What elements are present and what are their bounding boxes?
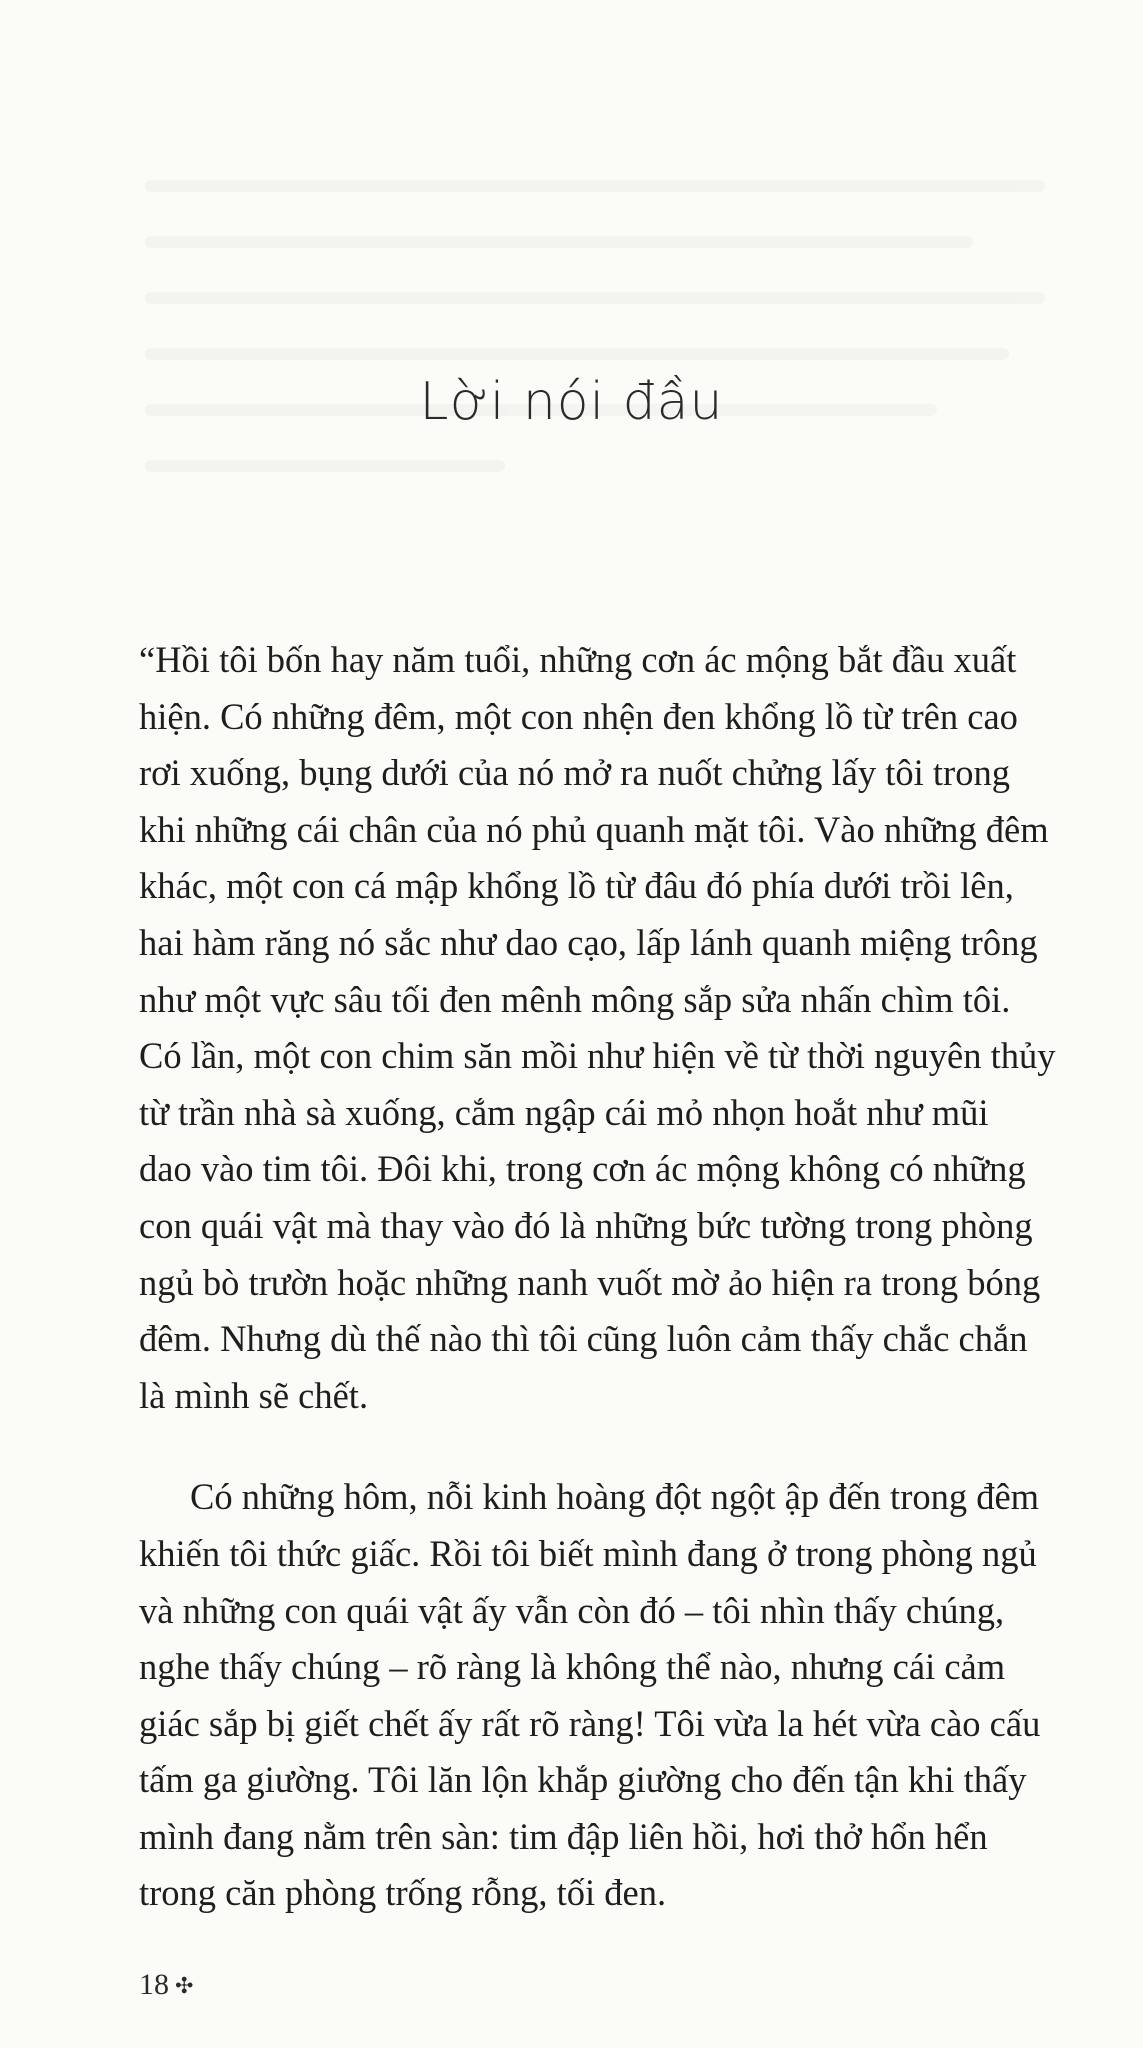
body-text (139, 632, 1056, 1922)
text-line: như một vực sâu tối đen mênh mông sắp sửa nhấn chìm tôi. (139, 978, 1011, 1020)
text-line: tấm ga giường. Tôi lăn lộn khắp giường cho đến tận khi thấy (139, 1759, 1027, 1801)
ornament-icon: ✣ (175, 1973, 194, 1998)
text-line: khi những cái chân của nó phủ quanh mặt tôi. Vào những đêm (139, 808, 1049, 850)
page-number: 18 (139, 1968, 169, 2001)
text-line: Có những hôm, nỗi kinh hoàng đột ngột ập đến trong đêm (190, 1476, 1040, 1518)
text-line: “Hồi tôi bốn hay năm tuổi, những cơn ác mộng bắt đầu xuất (139, 639, 1017, 680)
text-line: hiện. Có những đêm, một con nhện đen khổng lồ từ trên cao (139, 695, 1018, 737)
paragraph-1 (139, 632, 1056, 1424)
text-line: dao vào tim tôi. Đôi khi, trong cơn ác mộng không có những (139, 1148, 1026, 1190)
text-line: là mình sẽ chết. (139, 1374, 369, 1416)
page-footer (139, 1968, 193, 2002)
text-line: ngủ bò trườn hoặc những nanh vuốt mờ ảo hiện ra trong bóng (139, 1261, 1041, 1303)
text-line: khiến tôi thức giấc. Rồi tôi biết mình đang ở trong phòng ngủ (139, 1532, 1037, 1574)
chapter-title: Lời nói đầu (419, 372, 724, 432)
text-line: khác, một con cá mập khổng lồ từ đâu đó phía dưới trồi lên, (139, 865, 1014, 907)
text-line: giác sắp bị giết chết ấy rất rõ ràng! Tôi vừa la hét vừa cào cấu (139, 1702, 1041, 1744)
text-line: con quái vật mà thay vào đó là những bức tường trong phòng (139, 1204, 1033, 1246)
text-line: hai hàm răng nó sắc như dao cạo, lấp lánh quanh miệng trông (139, 921, 1038, 963)
text-line: Có lần, một con chim săn mồi như hiện về từ thời nguyên thủy (139, 1035, 1056, 1077)
paragraph-2 (139, 1469, 1051, 1922)
text-line: mình đang nằm trên sàn: tim đập liên hồi, hơi thở hổn hển (139, 1815, 988, 1857)
text-line: đêm. Nhưng dù thế nào thì tôi cũng luôn cảm thấy chắc chắn (139, 1318, 1028, 1360)
text-line: trong căn phòng trống rỗng, tối đen. (139, 1872, 667, 1914)
text-line: từ trần nhà sà xuống, cắm ngập cái mỏ nhọn hoắt như mũi (139, 1091, 989, 1133)
text-line: rơi xuống, bụng dưới của nó mở ra nuốt chửng lấy tôi trong (139, 752, 1010, 794)
text-line: nghe thấy chúng – rõ ràng là không thể nào, nhưng cái cảm (139, 1646, 1006, 1688)
text-line: và những con quái vật ấy vẫn còn đó – tôi nhìn thấy chúng, (139, 1589, 1005, 1631)
show-through-text (145, 180, 1045, 516)
